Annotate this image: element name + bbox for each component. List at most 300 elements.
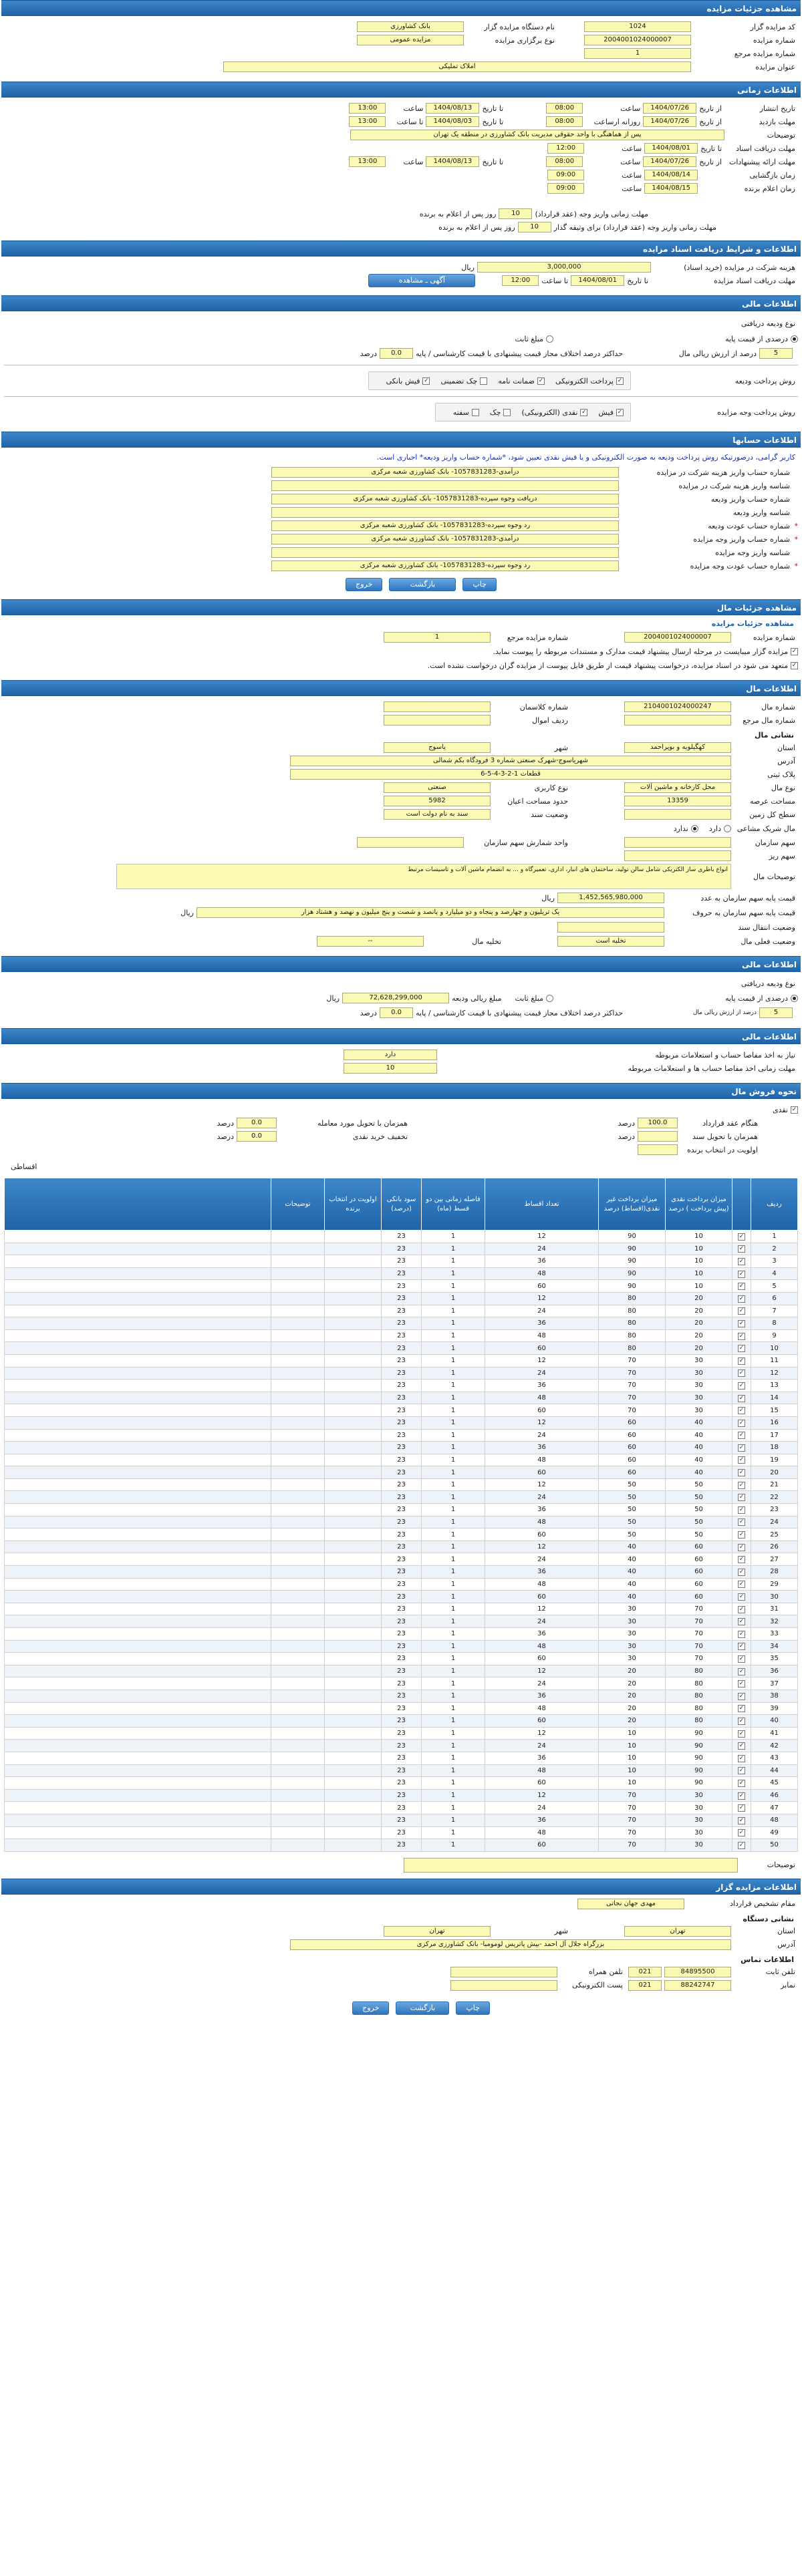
check-icon: ✓ (617, 408, 623, 416)
area-label: مساحت عرصه (749, 796, 795, 806)
row-check-cell[interactable] (732, 1715, 751, 1728)
row-check-cell[interactable] (732, 1553, 751, 1566)
check-box-icon (472, 409, 479, 416)
table-cell: 70 (599, 1354, 666, 1367)
check-icon: ✓ (739, 1630, 745, 1637)
doc-label: مهلت دریافت اسناد (736, 144, 795, 153)
account-row (4, 506, 798, 519)
row-check-cell[interactable] (732, 1702, 751, 1715)
pct-label: درصد از ارزش ریالی مال (692, 1009, 757, 1016)
table-cell: 23 (382, 1528, 422, 1541)
check-icon: ✓ (739, 1257, 745, 1265)
table-cell: 30 (599, 1615, 666, 1628)
row-check-cell[interactable] (732, 1789, 751, 1802)
table-row (5, 1689, 798, 1702)
table-cell: 1 (422, 1243, 485, 1255)
table-cell: 16 (751, 1416, 798, 1429)
table-cell: 50 (666, 1516, 732, 1528)
table-cell: 30 (666, 1802, 732, 1814)
table-cell: 36 (485, 1566, 599, 1579)
opt-percent[interactable] (678, 335, 798, 343)
table-cell: 41 (751, 1727, 798, 1740)
table-row (5, 1342, 798, 1355)
table-cell (325, 1292, 382, 1305)
table-row (5, 1615, 798, 1628)
table-cell (271, 1740, 325, 1752)
row-check-cell[interactable] (732, 1329, 751, 1342)
table-cell: 1 (422, 1702, 485, 1715)
sahm-field (624, 850, 731, 861)
table-cell (325, 1628, 382, 1641)
table-cell: 6 (751, 1292, 798, 1305)
unit-field (357, 837, 464, 848)
table-cell: 25 (751, 1528, 798, 1541)
row-check-cell[interactable] (732, 1640, 751, 1653)
check-icon: ✓ (739, 1754, 745, 1762)
table-cell: 12 (751, 1367, 798, 1380)
table-cell: 24 (485, 1491, 599, 1504)
check-icon: ✓ (739, 1655, 745, 1662)
pay-opt-2[interactable] (440, 377, 487, 385)
pay-methods (368, 371, 631, 390)
table-cell: 14 (751, 1392, 798, 1404)
c-pay-opt-label: چک (489, 408, 501, 417)
account-field: درآمدی-1057831283- بانک کشاورزی شعبه مرکزی (271, 534, 619, 544)
table-cell: 1 (422, 1740, 485, 1752)
table-cell: 70 (599, 1826, 666, 1839)
opt-percent-label: درصدی از قیمت پایه (725, 993, 788, 1003)
row-check-cell[interactable] (732, 1727, 751, 1740)
ref-field: 1 (384, 632, 491, 643)
table-cell: 50 (666, 1528, 732, 1541)
row-check-cell[interactable] (732, 1317, 751, 1330)
table-cell (325, 1802, 382, 1814)
table-row (5, 1429, 798, 1442)
notice-button[interactable]: آگهی ـ مشاهده (368, 274, 475, 287)
table-cell: 1 (422, 1802, 485, 1814)
table-row (5, 1267, 798, 1280)
table-cell: 10 (666, 1280, 732, 1293)
row-check-cell[interactable] (732, 1814, 751, 1826)
table-cell (5, 1615, 271, 1628)
row-check-cell[interactable] (732, 1305, 751, 1317)
check-icon: ✓ (739, 1332, 745, 1339)
table-cell: 22 (751, 1491, 798, 1504)
sale-desc-field (404, 1858, 738, 1873)
table-cell: 40 (599, 1553, 666, 1566)
check-icon: ✓ (739, 1307, 745, 1315)
table-cell: 1 (422, 1814, 485, 1826)
table-cell: 48 (485, 1392, 599, 1404)
row-check-cell[interactable] (732, 1342, 751, 1355)
transfer-label: وضعیت انتقال سند (738, 923, 795, 932)
pay-opt-1[interactable] (498, 377, 545, 385)
check-icon: ✓ (739, 1767, 745, 1774)
word-field: یک تریلیون و چهارصد و پنجاه و دو میلیارد و پانصد و شصت و پنج میلیون و نهصد و هشتاد هزار (196, 907, 664, 918)
col-label: مهلت زمانی واریز وجه (عقد قرارداد) برای وثیقه گذار (553, 222, 716, 232)
table-cell (271, 1267, 325, 1280)
opt-fixed[interactable] (515, 335, 553, 343)
row-check-cell[interactable] (732, 1578, 751, 1591)
cash-label: نقدی (772, 1105, 788, 1114)
row-check-cell[interactable] (732, 1504, 751, 1516)
table-cell (271, 1789, 325, 1802)
table-cell (271, 1342, 325, 1355)
back-button-bottom[interactable]: بازگشت (396, 2001, 449, 2015)
row-check-cell[interactable] (732, 1454, 751, 1466)
num-field: 2004001024000007 (584, 35, 691, 45)
print-button-bottom[interactable]: چاپ (456, 2001, 490, 2015)
account-label: شماره حساب عودت ودیعه (708, 521, 790, 530)
table-cell: 2 (751, 1243, 798, 1255)
table-cell (325, 1231, 382, 1243)
row-check-cell[interactable] (732, 1243, 751, 1255)
table-cell: 40 (599, 1578, 666, 1591)
collateral-deadline-row (4, 220, 798, 234)
row-check-cell[interactable] (732, 1777, 751, 1790)
table-cell: 48 (485, 1454, 599, 1466)
exit-button-bottom[interactable]: خروج (352, 2001, 389, 2015)
floor-label: سطح کل زمین (749, 810, 795, 819)
row-check-cell[interactable] (732, 1491, 751, 1504)
row-check-cell[interactable] (732, 1689, 751, 1702)
sale-method (1, 1099, 801, 1178)
table-cell: 23 (382, 1466, 422, 1479)
row-check-cell[interactable] (732, 1380, 751, 1392)
table-cell (5, 1777, 271, 1790)
table-cell: 36 (485, 1255, 599, 1268)
opt-fixed[interactable] (515, 994, 553, 1003)
table-row (5, 1578, 798, 1591)
table-cell: 70 (599, 1404, 666, 1417)
table-cell (271, 1392, 325, 1404)
table-cell: 24 (485, 1305, 599, 1317)
table-cell: 60 (485, 1715, 599, 1728)
table-cell: 10 (666, 1231, 732, 1243)
table-cell: 35 (751, 1653, 798, 1665)
mob-field (450, 1967, 557, 1977)
table-cell: 1 (422, 1354, 485, 1367)
table-cell: 60 (485, 1404, 599, 1417)
pay-opt-3[interactable] (386, 377, 430, 385)
max-field: 0.0 (380, 1007, 413, 1018)
table-cell: 1 (422, 1329, 485, 1342)
row-check-cell[interactable] (732, 1280, 751, 1293)
table-cell (5, 1727, 271, 1740)
accounts-note: کاربر گرامی، درصورتیکه روش پرداخت ودیعه به صورت الکترونیکی و یا فیش نقدی تعیین شود، *شماره حساب واریز ودیعه* اجباری است. (376, 453, 795, 462)
table-cell (5, 1442, 271, 1454)
table-cell: 50 (599, 1504, 666, 1516)
table-cell: 30 (599, 1653, 666, 1665)
table-cell: 23 (382, 1578, 422, 1591)
row-check-cell[interactable] (732, 1591, 751, 1603)
table-cell (325, 1416, 382, 1429)
row-check-cell[interactable] (732, 1367, 751, 1380)
table-cell: 29 (751, 1578, 798, 1591)
row-check-cell[interactable] (732, 1392, 751, 1404)
table-cell: 23 (382, 1677, 422, 1690)
phys-label: وضعیت فعلی مال (741, 937, 795, 946)
row-check-cell[interactable] (732, 1752, 751, 1764)
check-icon: ✓ (739, 1233, 745, 1240)
table-row (5, 1566, 798, 1579)
table-cell: 80 (666, 1677, 732, 1690)
dep-suffix: روز پس از اعلام به برنده (419, 209, 497, 218)
check-icon: ✓ (739, 1730, 745, 1737)
check-box-icon (480, 377, 487, 385)
table-cell: 1 (751, 1231, 798, 1243)
table-cell: 12 (485, 1354, 599, 1367)
row-check-cell[interactable] (732, 1429, 751, 1442)
tel-label: تلفن ثابت (765, 1967, 795, 1977)
table-cell (271, 1478, 325, 1491)
fax-code: 021 (628, 1980, 662, 1991)
radio-icon (691, 825, 698, 832)
row-check-cell[interactable] (732, 1478, 751, 1491)
table-cell: 70 (599, 1814, 666, 1826)
c-pay-opt-3[interactable] (453, 408, 479, 417)
row-check-cell[interactable] (732, 1615, 751, 1628)
row-check-cell[interactable] (732, 1665, 751, 1677)
col-interest: سود بانکی (درصد) (382, 1178, 422, 1231)
condition-1: مزایده گزار میبایست در مرحله ارسال پیشنهاد قیمت مدارک و مستندات مربوطه را پیوست نماید. (493, 647, 788, 656)
table-cell: 1 (422, 1578, 485, 1591)
table-cell (271, 1566, 325, 1579)
table-cell (271, 1752, 325, 1764)
check-icon: ✓ (739, 1556, 745, 1563)
row-check-cell[interactable] (732, 1653, 751, 1665)
code-label: کد مزایده گزار (750, 22, 795, 31)
table-cell (5, 1715, 271, 1728)
table-cell: 36 (485, 1442, 599, 1454)
col-priority: اولویت در انتخاب برنده (325, 1178, 382, 1231)
account-field (271, 507, 619, 518)
table-cell (5, 1740, 271, 1752)
table-cell: 60 (485, 1653, 599, 1665)
table-cell (271, 1653, 325, 1665)
c-pay-opt-0[interactable] (598, 408, 624, 417)
row-check-cell[interactable] (732, 1740, 751, 1752)
table-cell: 45 (751, 1777, 798, 1790)
table-cell: 50 (666, 1478, 732, 1491)
table-row (5, 1541, 798, 1553)
table-cell: 60 (485, 1280, 599, 1293)
table-cell: 24 (485, 1429, 599, 1442)
pct-word: درصد (360, 1008, 378, 1017)
table-cell: 70 (666, 1603, 732, 1615)
hour-label: ساعت (620, 157, 641, 166)
row-check-cell[interactable] (732, 1826, 751, 1839)
check-icon: ✓ (538, 377, 544, 384)
table-cell: 23 (382, 1653, 422, 1665)
table-cell (325, 1442, 382, 1454)
table-cell: 70 (599, 1392, 666, 1404)
table-cell (271, 1764, 325, 1777)
opt-percent[interactable] (678, 994, 798, 1003)
row-check-cell[interactable] (732, 1466, 751, 1479)
mail-field (450, 1980, 557, 1991)
row-check-cell[interactable] (732, 1839, 751, 1852)
share-yes[interactable] (709, 824, 731, 833)
table-cell: 48 (485, 1764, 599, 1777)
check-icon: ✓ (739, 1605, 745, 1613)
table-cell: 50 (599, 1528, 666, 1541)
account-row (4, 466, 798, 479)
print-button[interactable]: چاپ (462, 578, 497, 591)
auction-details-link[interactable]: مشاهده جزئیات مزایده (711, 619, 794, 628)
row-check-cell[interactable] (732, 1416, 751, 1429)
table-cell: 23 (382, 1727, 422, 1740)
row-check-cell[interactable] (732, 1231, 751, 1243)
table-cell (5, 1466, 271, 1479)
phys-field: تخلیه است (557, 936, 664, 947)
table-cell: 48 (751, 1814, 798, 1826)
prio-field (638, 1144, 678, 1155)
row-check-cell[interactable] (732, 1442, 751, 1454)
table-cell (5, 1541, 271, 1553)
word-label: قیمت پایه سهم سازمان به حروف (692, 908, 795, 917)
col-cash: میزان برداخت نقدی (پیش برداخت ) درصد (666, 1178, 732, 1231)
row-check-cell[interactable] (732, 1764, 751, 1777)
table-row (5, 1466, 798, 1479)
table-cell: 1 (422, 1392, 485, 1404)
c-pay-opt-1[interactable] (521, 408, 587, 417)
table-cell (5, 1591, 271, 1603)
exit-button[interactable]: خروج (346, 578, 382, 591)
table-cell: 1 (422, 1429, 485, 1442)
col-suffix: روز پس از اعلام به برنده (438, 222, 515, 232)
table-cell (271, 1504, 325, 1516)
open-label: زمان بازگشایی (749, 170, 795, 180)
table-cell: 48 (485, 1702, 599, 1715)
table-cell (271, 1528, 325, 1541)
table-row (5, 1677, 798, 1690)
table-cell (5, 1416, 271, 1429)
account-row (4, 519, 798, 532)
table-cell: 90 (599, 1243, 666, 1255)
table-cell: 40 (666, 1429, 732, 1442)
accounts-rows (4, 466, 798, 573)
row-check-cell[interactable] (732, 1541, 751, 1553)
table-cell: 23 (382, 1702, 422, 1715)
table-row (5, 1603, 798, 1615)
pay-opt-0[interactable] (555, 377, 624, 385)
table-cell (271, 1516, 325, 1528)
table-cell: 48 (485, 1640, 599, 1653)
use-label: نوع کاربری (534, 783, 568, 792)
table-cell: 23 (382, 1566, 422, 1579)
visit-daily: 08:00 (546, 116, 583, 127)
ann-date: 1404/08/15 (644, 183, 698, 194)
doc-row (4, 142, 798, 155)
pct-word: درصد (217, 1132, 234, 1141)
table-cell: 23 (382, 1764, 422, 1777)
table-cell (5, 1491, 271, 1504)
table-cell: 23 (382, 1367, 422, 1380)
table-cell (271, 1578, 325, 1591)
table-cell: 5 (751, 1280, 798, 1293)
row-check-cell[interactable] (732, 1404, 751, 1417)
table-cell: 24 (485, 1553, 599, 1566)
city-label: شهر (554, 1927, 568, 1936)
table-cell (5, 1280, 271, 1293)
code-field: 1024 (584, 21, 691, 32)
table-cell (271, 1677, 325, 1690)
visit-label: مهلت بازدید (759, 117, 795, 126)
table-cell (325, 1814, 382, 1826)
own-label: همزمان با تحویل مورد معامله (317, 1118, 408, 1128)
row-check-cell[interactable] (732, 1528, 751, 1541)
addr-field: شهرياسوج-شهرک صنعتی شماره 3 فرودگاه بکم شمالی (290, 756, 731, 766)
table-cell: 80 (599, 1292, 666, 1305)
auctioneer-info (1, 1895, 801, 2019)
row-check-cell[interactable] (732, 1255, 751, 1268)
c-pay-opt-2[interactable] (490, 408, 511, 417)
pct-word: درصد (618, 1132, 635, 1141)
table-cell (5, 1640, 271, 1653)
table-cell (325, 1752, 382, 1764)
table-cell (271, 1243, 325, 1255)
table-cell: 70 (666, 1640, 732, 1653)
row-check-cell[interactable] (732, 1802, 751, 1814)
clear-dl-field: 10 (344, 1063, 437, 1074)
row-check-cell[interactable] (732, 1292, 751, 1305)
rial-label: ریال (541, 893, 555, 903)
table-cell (5, 1764, 271, 1777)
table-cell: 1 (422, 1764, 485, 1777)
back-button[interactable]: بازگشت (389, 578, 456, 591)
c-pay-label: روش پرداخت وجه مزایده (717, 408, 795, 417)
account-field: درآمدی-1057831283- بانک کشاورزی شعبه مرکزی (271, 467, 619, 478)
check-icon[interactable]: ✓ (791, 1106, 797, 1113)
table-cell (271, 1491, 325, 1504)
prov-field: کهگیلویه و بویراحمد (624, 742, 731, 753)
row-check-cell[interactable] (732, 1603, 751, 1615)
row-check-cell[interactable] (732, 1677, 751, 1690)
check-icon: ✓ (424, 377, 429, 384)
table-cell: 1 (422, 1615, 485, 1628)
table-cell: 1 (422, 1591, 485, 1603)
table-cell: 60 (666, 1541, 732, 1553)
share-no[interactable] (674, 824, 698, 833)
addr-field: بزرگراه جلال آل احمد -بیش پاتریس لومومبا- بانک کشاورزی مرکزی (290, 1939, 731, 1950)
table-cell: 1 (422, 1516, 485, 1528)
dl-label: مهلت دریافت اسناد مزایده (713, 276, 795, 285)
section-header-property-info: اطلاعات مال (1, 680, 801, 696)
dl-hour: 12:00 (502, 275, 539, 286)
table-cell: 70 (666, 1615, 732, 1628)
row-check-cell[interactable] (732, 1354, 751, 1367)
row-check-cell[interactable] (732, 1516, 751, 1528)
table-cell (5, 1553, 271, 1566)
check-icon: ✓ (739, 1829, 745, 1836)
row-check-cell[interactable] (732, 1628, 751, 1641)
dep-type-label: نوع ودیعه دریافتی (741, 319, 795, 328)
check-icon: ✓ (581, 408, 587, 416)
row-check-cell[interactable] (732, 1566, 751, 1579)
row-check-cell[interactable] (732, 1267, 751, 1280)
table-cell: 36 (751, 1665, 798, 1677)
table-cell: 40 (599, 1566, 666, 1579)
table-cell: 30 (751, 1591, 798, 1603)
table-cell: 46 (751, 1789, 798, 1802)
auction-details (1, 16, 801, 77)
table-cell: 10 (666, 1267, 732, 1280)
table-cell (325, 1603, 382, 1615)
table-cell (325, 1665, 382, 1677)
table-cell (5, 1826, 271, 1839)
table-cell: 36 (485, 1380, 599, 1392)
